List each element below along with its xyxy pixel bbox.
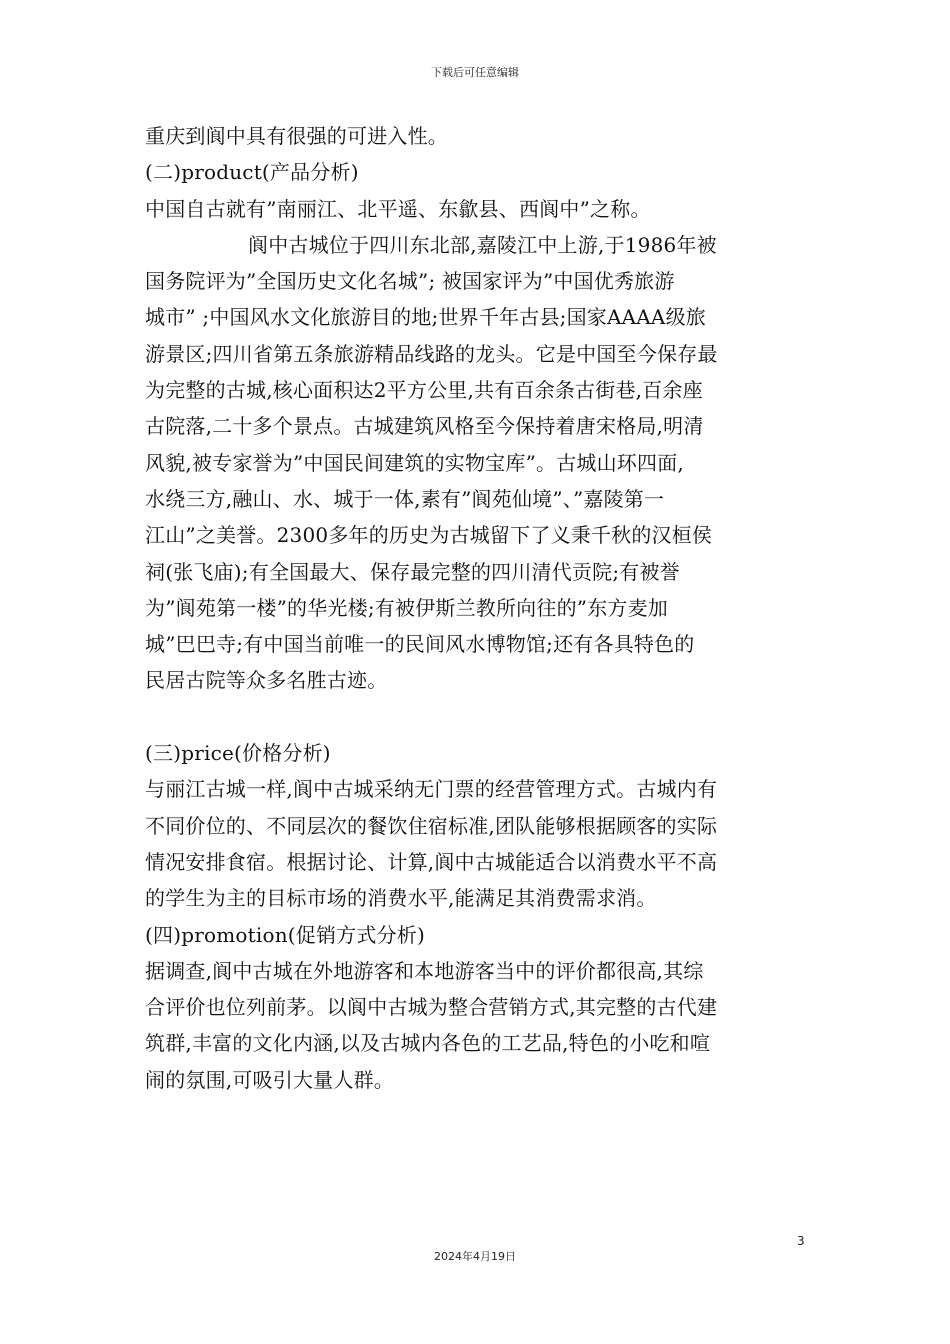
section-heading-product: (二)product(产品分析) [145, 160, 359, 185]
text-line: 筑群,丰富的文化内涵,以及古城内各色的工艺品,特色的小吃和喧 [145, 1031, 711, 1056]
text-line: 情况安排食宿。根据讨论、计算,阆中古城能适合以消费水平不高 [145, 849, 718, 874]
text-line: 风貌,被专家誉为”中国民间建筑的实物宝库”。古城山环四面, [145, 450, 684, 475]
blank-line [145, 699, 810, 735]
section-heading-price: (三)price(价格分析) [145, 741, 331, 766]
text-line: 闹的氛围,可吸引大量人群。 [145, 1067, 394, 1092]
text-line: 城”巴巴寺;有中国当前唯一的民间风水博物馆;还有各具特色的 [145, 632, 695, 657]
text-line: 中国自古就有”南丽江、北平遥、东歙县、西阆中”之称。 [145, 196, 651, 221]
text-line: 江山”之美誉。2300多年的历史为古城留下了义秉千秋的汉桓侯 [145, 523, 713, 548]
page-header: 下载后可任意编辑 [431, 66, 519, 79]
text-line: 据调查,阆中古城在外地游客和本地游客当中的评价都很高,其综 [145, 958, 704, 983]
text-line: 的学生为主的目标市场的消费水平,能满足其消费需求消。 [145, 886, 657, 911]
text-line: 重庆到阆中具有很强的可进入性。 [145, 124, 448, 148]
text-line: 城市” ;中国风水文化旅游目的地;世界千年古县;国家AAAA级旅 [145, 305, 706, 330]
text-line: 为完整的古城,核心面积达2平方公里,共有百余条古街巷,百余座 [145, 378, 703, 403]
text-line: 祠(张飞庙);有全国最大、保存最完整的四川清代贡院;有被誉 [145, 559, 680, 584]
text-line: 水绕三方,融山、水、城于一体,素有”阆苑仙境”、”嘉陵第一 [145, 486, 665, 511]
paragraph-first-line: 阆中古城位于四川东北部,嘉陵江中上游,于1986年被 [248, 232, 717, 257]
page-footer-date: 2024年4月19日 [434, 1250, 516, 1263]
text-line: 民居古院等众多名胜古迹。 [145, 668, 388, 693]
document-body [145, 118, 810, 1098]
text-line: 合评价也位列前茅。以阆中古城为整合营销方式,其完整的古代建 [145, 995, 718, 1020]
text-line: 游景区;四川省第五条旅游精品线路的龙头。它是中国至今保存最 [145, 341, 718, 366]
text-line: 与丽江古城一样,阆中古城采纳无门票的经营管理方式。古城内有 [145, 777, 718, 802]
text-line: 为”阆苑第一楼”的华光楼;有被伊斯兰教所向往的”东方麦加 [145, 595, 669, 620]
page-number: 3 [797, 1234, 805, 1248]
text-line: 国务院评为”全国历史文化名城”; 被国家评为”中国优秀旅游 [145, 269, 675, 294]
text-line: 古院落,二十多个景点。古城建筑风格至今保持着唐宋格局,明清 [145, 414, 704, 439]
text-line: 不同价位的、不同层次的餐饮住宿标准,团队能够根据顾客的实际 [145, 813, 718, 838]
section-heading-promotion: (四)promotion(促销方式分析) [145, 922, 425, 947]
